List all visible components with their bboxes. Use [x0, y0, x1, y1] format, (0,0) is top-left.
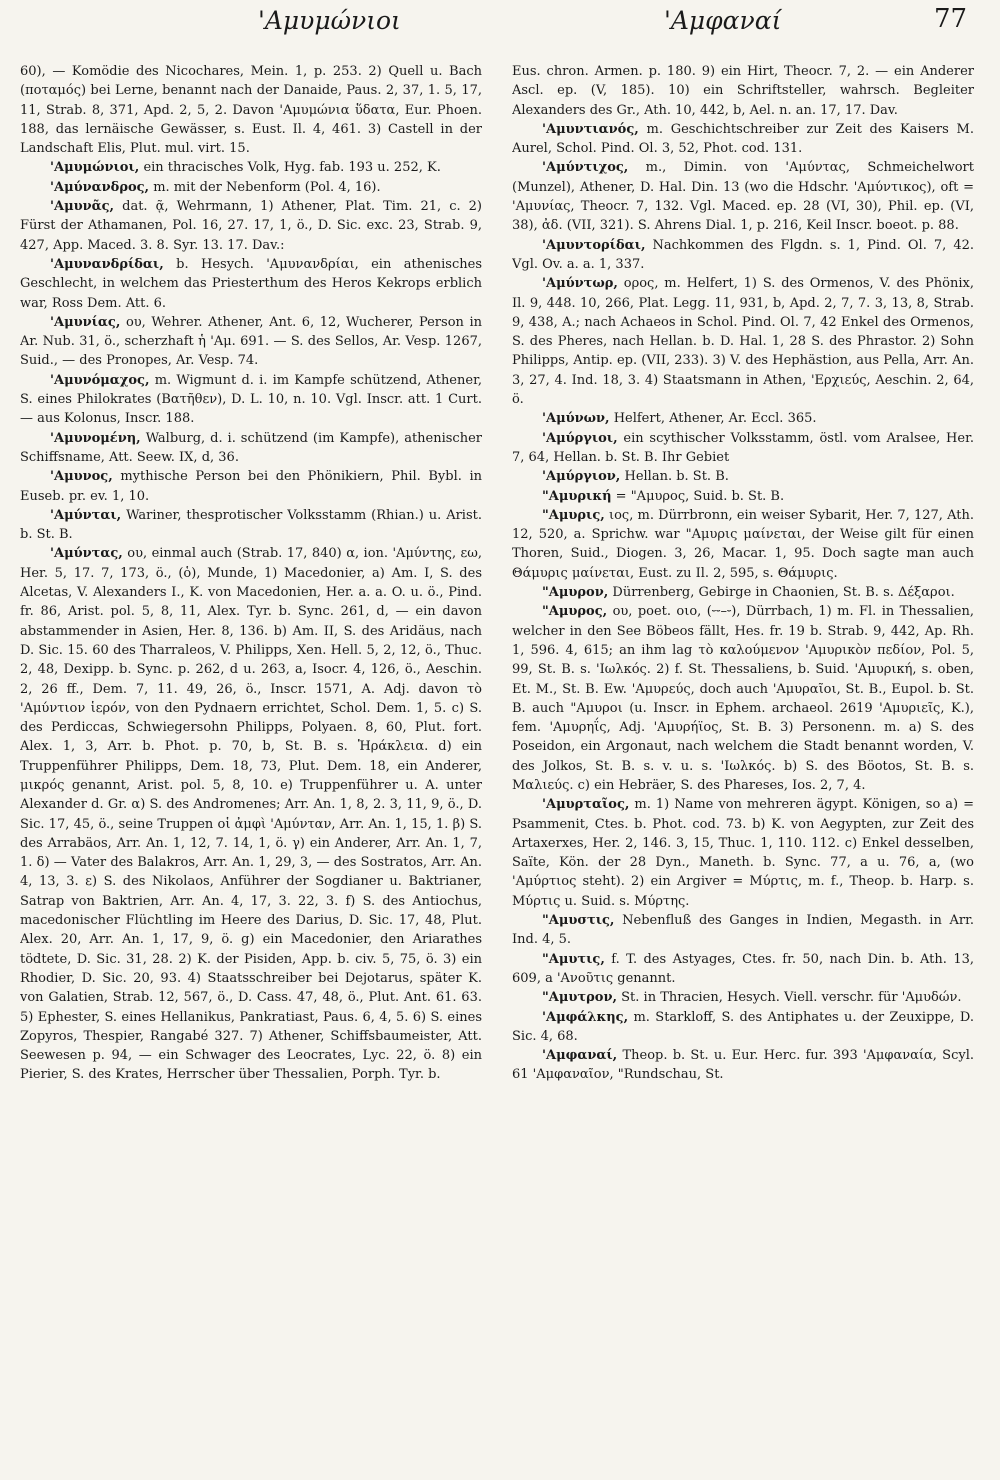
- entry-text: ου, Wehrer. Athener, Ant. 6, 12, Wucherer, Person in Ar. Nub. 31, ö., scherzhaft ἡ 'Αμ. 691. — S. des Sellos, Ar. Vesp. 1267, Suid., — des Pronopes, Ar. Vesp. 74.: [20, 314, 482, 369]
- entry-text: mythische Person bei den Phönikiern, Phil. Bybl. in Euseb. pr. ev. 1, 10.: [20, 469, 482, 504]
- dictionary-entry: [20, 506, 482, 545]
- entry-headword: 'Αμυνος,: [50, 469, 113, 485]
- dictionary-entry: [512, 120, 974, 159]
- entry-headword: 'Αμυμώνιοι,: [50, 160, 140, 176]
- entry-headword: 'Αμύνται,: [50, 507, 122, 523]
- dictionary-entry: [512, 409, 974, 428]
- page-number: 77: [934, 4, 968, 34]
- entry-text: m. 1) Name von mehreren ägypt. Königen, so a) = Psammenit, Ctes. b. Phot. cod. 73. b) K. von Aegypten, zur Zeit des Artaxerxes, Her. 2, 146. 3, 15, Thuc. 1, 110. 112. c) Enkel desselben, Saïte, Kön. der 28 Dyn., Maneth. b. Sync. 77, a u. 76, a, (wo 'Αμύρτιος steht). 2) ein Argiver = Μύρτις, m. f., Theop. b. Harp. s. Μύρτις u. Suid. s. Μύρτης.: [512, 797, 974, 909]
- entry-text: b. Hesych. 'Αμυνανδρίαι, ein athenisches Geschlecht, in welchem das Priesterthum des Heros Kekrops erblich war, Ross Dem. Att. 6.: [20, 256, 482, 311]
- entry-text: Wariner, thesprotischer Volksstamm (Rhian.) u. Arist. b. St. B.: [20, 507, 482, 543]
- page-header: [0, 0, 1000, 46]
- dictionary-entry: [20, 178, 482, 197]
- entry-text: ein thracisches Volk, Hyg. fab. 193 u. 252, K.: [143, 160, 441, 176]
- dictionary-entry: [512, 158, 974, 235]
- entry-headword: 'Αμύντωρ,: [542, 276, 618, 292]
- dictionary-entry: [512, 1046, 974, 1085]
- entry-headword: 'Αμυνομένη,: [50, 430, 141, 446]
- dictionary-entry: [20, 429, 482, 468]
- entry-headword: 'Αμφάλκης,: [542, 1009, 629, 1025]
- entry-headword: 'Αμυνίας,: [50, 314, 121, 330]
- dictionary-entry: [512, 236, 974, 275]
- dictionary-entry: [512, 583, 974, 602]
- entry-text: ου, poet. οιο, (⏑⏑–⏑), Dürrbach, 1) m. Fl. in Thessalien, welcher in den See Böbeos fällt, Hes. fr. 19 b. Strab. 9, 442, Ap. Rh. 1, 596. 4, 615; an ihm lag τὸ καλούμενον 'Αμυρικὸν πεδίον, Pol. 5, 99, St. B. s. 'Ιωλκός. 2) f. St. Thessaliens, b. Suid. 'Αμυρική, s. oben, Et. M., St. B. Ew. 'Αμυρεύς, doch auch 'Αμυραῖοι, St. B., Eupol. b. St. B. auch "Αμυροι (u. Inscr. in Ephem. archaeol. 2619 'Αμυριεῖς, K.), fem. 'Αμυρηΐς, Adj. 'Αμυρήϊος, St. B. 3) Personenn. m. a) S. des Poseidon, ein Argonaut, nach welchem die Stadt benannt worden, V. des Jolkos, St. B. s. v. u. s. 'Ιωλκός. b) S. des Böotos, St. B. s. Μαλιεύς. c) ein Hebräer, S. des Phareses, Ios. 2, 7, 4.: [512, 604, 974, 793]
- entry-headword: "Αμυρος,: [542, 604, 608, 620]
- dictionary-entry: [512, 1008, 974, 1047]
- entry-text: Helfert, Athener, Ar. Eccl. 365.: [613, 411, 817, 427]
- entry-text: 60), — Komödie des Nicochares, Mein. 1, p. 253. 2) Quell u. Bach (ποταμός) bei Lerne, benannt nach der Danaide, Paus. 2, 37, 1. 5, 17, 11, Strab. 8, 371, Apd. 2, 5, 2. Davon 'Αμυμώνια ὕδατα, Eur. Phoen. 188, das lernäische Gewässer, s. Eust. Il. 4, 461. 3) Castell in der Landschaft Elis, Plut. mul. virt. 15.: [20, 64, 482, 157]
- entry-text: m., Dimin. von 'Αμύντας, Schmeichelwort (Munzel), Athener, D. Hal. Din. 13 (wo die Hdschr. 'Αμύντικος), oft = 'Αμυνίας, Theocr. 7, 132. Vgl. Maced. ep. 28 (VI, 30), Phil. ep. (VI, 38), ἀδ. (VII, 321). S. Ahrens Dial. 1, p. 216, Keil Inscr. boeot. p. 88.: [512, 160, 974, 234]
- dictionary-entry: [20, 544, 482, 1084]
- header-left-catchword: 'Αμυμώνιοι: [258, 6, 401, 35]
- entry-text: m. Starkloff, S. des Antiphates u. der Zeuxippe, D. Sic. 4, 68.: [512, 1009, 974, 1044]
- entry-text: dat. ᾷ, Wehrmann, 1) Athener, Plat. Tim. 21, c. 2) Fürst der Athamanen, Pol. 16, 27. 17, 1, ö., D. Sic. exc. 23, Strab. 9, 427, App. Maced. 3. 8. Syr. 13. 17. Dav.:: [20, 199, 482, 253]
- entry-text: = "Αμυρος, Suid. b. St. B.: [615, 488, 785, 504]
- dictionary-entry: [20, 313, 482, 371]
- dictionary-entry: [512, 274, 974, 409]
- entry-headword: 'Αμύνων,: [542, 411, 610, 427]
- dictionary-entry: [512, 62, 974, 120]
- entry-text: m. Wigmunt d. i. im Kampfe schützend, Athener, S. eines Philokrates (Βατῆθεν), D. L. 10, n. 10. Vgl. Inscr. att. 1 Curt. — aus Kolonus, Inscr. 188.: [20, 372, 482, 427]
- dictionary-entry: [20, 197, 482, 255]
- entry-headword: 'Αμυντορίδαι,: [542, 237, 646, 253]
- entry-text: Walburg, d. i. schützend (im Kampfe), athenischer Schiffsname, Att. Seew. IX, d, 36.: [20, 430, 482, 465]
- entry-headword: 'Αμύργιον,: [542, 469, 621, 485]
- entry-text: ein scythischer Volksstamm, östl. vom Aralsee, Her. 7, 64, Hellan. b. St. B. Ihr Gebiet: [512, 430, 974, 465]
- entry-text: Dürrenberg, Gebirge in Chaonien, St. B. s. Δέξαροι.: [612, 585, 955, 601]
- entry-headword: "Αμυρική: [542, 488, 612, 504]
- dictionary-entry: [512, 487, 974, 506]
- dictionary-entry: [512, 467, 974, 486]
- dictionary-entry: [512, 602, 974, 795]
- dictionary-entry: [20, 467, 482, 506]
- entry-headword: "Αμυτρον,: [542, 990, 618, 1006]
- dictionary-entry: [20, 371, 482, 429]
- dictionary-entry: [20, 158, 482, 177]
- dictionary-entry: [20, 255, 482, 313]
- entry-text: ορος, m. Helfert, 1) S. des Ormenos, V. des Phönix, Il. 9, 448. 10, 266, Plat. Legg. 11, 931, b, Apd. 2, 7, 7. 3, 13, 8, Strab. 9, 438, A.; nach Achaeos in Schol. Pind. Ol. 7, 42 Enkel des Ormenos, S. des Pheres, nach Hellan. b. D. Hal. 1, 28 S. des Phrastor. 2) Sohn Philipps, Antip. ep. (VII, 233). 3) V. des Hephästion, aus Pella, Arr. An. 3, 27, 4. Ind. 18, 3. 4) Staatsmann in Athen, 'Ερχιεύς, Aeschin. 2, 64, ö.: [512, 276, 974, 408]
- entry-headword: "Αμυρις,: [542, 507, 605, 523]
- entry-text: Hellan. b. St. B.: [624, 469, 729, 485]
- entry-headword: 'Αμυντιανός,: [542, 121, 639, 137]
- entry-text: f. T. des Astyages, Ctes. fr. 50, nach Din. b. Ath. 13, 609, a 'Ανοῦτις genannt.: [512, 951, 974, 986]
- dictionary-entry: [512, 950, 974, 989]
- entry-headword: 'Αμύντας,: [50, 546, 123, 562]
- dictionary-entry: [512, 988, 974, 1007]
- entry-headword: "Αμυρον,: [542, 585, 609, 601]
- entry-text: m. mit der Nebenform (Pol. 4, 16).: [153, 179, 381, 195]
- entry-text: St. in Thracien, Hesych. Viell. verschr. für 'Αμυδών.: [621, 990, 962, 1006]
- entry-headword: "Αμυτις,: [542, 951, 605, 967]
- entry-headword: 'Αμύνανδρος,: [50, 179, 150, 195]
- entry-headword: 'Αμύντιχος,: [542, 160, 629, 176]
- entry-headword: "Αμυστις,: [542, 913, 615, 929]
- entry-headword: 'Αμυνόμαχος,: [50, 372, 150, 388]
- entry-headword: 'Αμυνᾶς,: [50, 199, 115, 215]
- dictionary-entry: [512, 429, 974, 468]
- entry-text: Nachkommen des Flgdn. s. 1, Pind. Ol. 7, 42. Vgl. Ov. a. a. 1, 337.: [512, 237, 974, 272]
- right-column: [512, 62, 974, 1472]
- entry-text: Nebenfluß des Ganges in Indien, Megasth. in Arr. Ind. 4, 5.: [512, 913, 974, 948]
- dictionary-entry: [20, 62, 482, 158]
- header-right-catchword: 'Αμφαναί: [664, 6, 782, 35]
- dictionary-entry: [512, 795, 974, 911]
- entry-headword: 'Αμφαναί,: [542, 1048, 618, 1064]
- entry-headword: 'Αμύργιοι,: [542, 430, 618, 446]
- entry-headword: 'Αμυρταῖος,: [542, 797, 630, 813]
- entry-text: ιος, m. Dürrbronn, ein weiser Sybarit, Her. 7, 127, Ath. 12, 520, a. Sprichw. war "Αμυρις μαίνεται, der Weise gilt für einen Thoren, Suid., Diogen. 3, 26, Macar. 1, 95. Doch sagte man auch Θάμυρις μαίνεται, Eust. zu Il. 2, 595, s. Θάμυρις.: [512, 507, 974, 581]
- entry-text: Eus. chron. Armen. p. 180. 9) ein Hirt, Theocr. 7, 2. — ein Anderer Ascl. ep. (V, 185). 10) ein Schriftsteller, wahrsch. Begleiter Alexanders des Gr., Ath. 10, 442, b, Ael. n. an. 17, 17. Dav.: [512, 64, 974, 118]
- entry-text: ου, einmal auch (Strab. 17, 840) α, ion. 'Αμύντης, εω, Her. 5, 17. 7, 173, ö., (ὁ), Munde, 1) Macedonier, a) Am. I, S. des Alcetas, V. Alexanders I., K. von Macedonien, Her. a. a. O. u. ö., Pind. fr. 86, Arist. pol. 5, 8, 11, Alex. Tyr. b. Sync. 261, d, — ein davon abstammender in Asien, Her. 8, 136. b) Am. II, S. des Aridäus, nach D. Sic. 15. 60 des Tharraleos, V. Philipps, Xen. Hell. 5, 2, 12, ö., Thuc. 2, 48, Dexipp. b. Sync. p. 262, d u. 263, a, Isocr. 4, 126, ö., Aeschin. 2, 26 ff., Dem. 7, 11. 49, 26, ö., Inscr. 1571, A. Adj. davon τὸ 'Αμύντιον ἱερόν, von den Pydnaern errichtet, Schol. Dem. 1, 5. c) S. des Perdiccas, Schwiegersohn Philipps, Polyaen. 8, 60, Plut. fort. Alex. 1, 3, Arr. b. Phot. p. 70, b, St. B. s. Ἡράκλεια. d) ein Truppenführer Philipps, Dem. 18, 73, Plut. Dem. 18, ein Anderer, μικρός genannt, Arist. pol. 5, 8, 10. e) Truppenführer u. A. unter Alexander d. Gr. α) S. des Andromenes; Arr. An. 1, 8, 2. 3, 11, 9, ö., D. Sic. 17, 45, ö., seine Truppen οἱ ἀμφὶ 'Αμύνταν, Arr. An. 1, 15, 1. β) S. des Arrabäos, Arr. An. 1, 12, 7. 14, 1, ö. γ) ein Anderer, Arr. An. 1, 7, 1. δ) — Vater des Balakros, Arr. An. 1, 29, 3, — des Sostratos, Arr. An. 4, 13, 3. ε) S. des Nikolaos, Anführer der Sogdianer u. Baktrianer, Satrap von Baktrien, Arr. An. 4, 17, 3. 22, 3. f) S. des Antiochus, macedonischer Flüchtling im Heere des Darius, D. Sic. 17, 48, Plut. Alex. 20, Arr. An. 1, 17, 9, ö. g) ein Macedonier, den Ariarathes tödtete, D. Sic. 31, 28. 2) K. der Pisiden, App. b. civ. 5, 75, ö. 3) ein Rhodier, D. Sic. 20, 93. 4) Staatsschreiber bei Dejotarus, später K. von Galatien, Strab. 12, 567, ö., D. Cass. 47, 48, ö., Plut. Ant. 61. 63. 5) Ephester, S. eines Hellanikus, Pankratiast, Paus. 6, 4, 5. 6) S. eines Zopyros, Thespier, Rangabé 327. 7) Athener, Schiffsbaumeister, Att. Seewesen p. 94, — ein Schwager des Leocrates, Lyc. 22, ö. 8) ein Pierier, S. des Krates, Herrscher über Thessalien, Porph. Tyr. b.: [20, 546, 482, 1083]
- entry-text: Theop. b. St. u. Eur. Herc. fur. 393 'Αμφαναία, Scyl. 61 'Αμφαναῖον, "Rundschau, St.: [512, 1048, 974, 1083]
- entry-text: m. Geschichtschreiber zur Zeit des Kaisers M. Aurel, Schol. Pind. Ol. 3, 52, Phot. cod. 131.: [512, 121, 974, 157]
- entry-headword: 'Αμυνανδρίδαι,: [50, 256, 164, 272]
- dictionary-entry: [512, 506, 974, 583]
- dictionary-entry: [512, 911, 974, 950]
- left-column: [20, 62, 482, 1472]
